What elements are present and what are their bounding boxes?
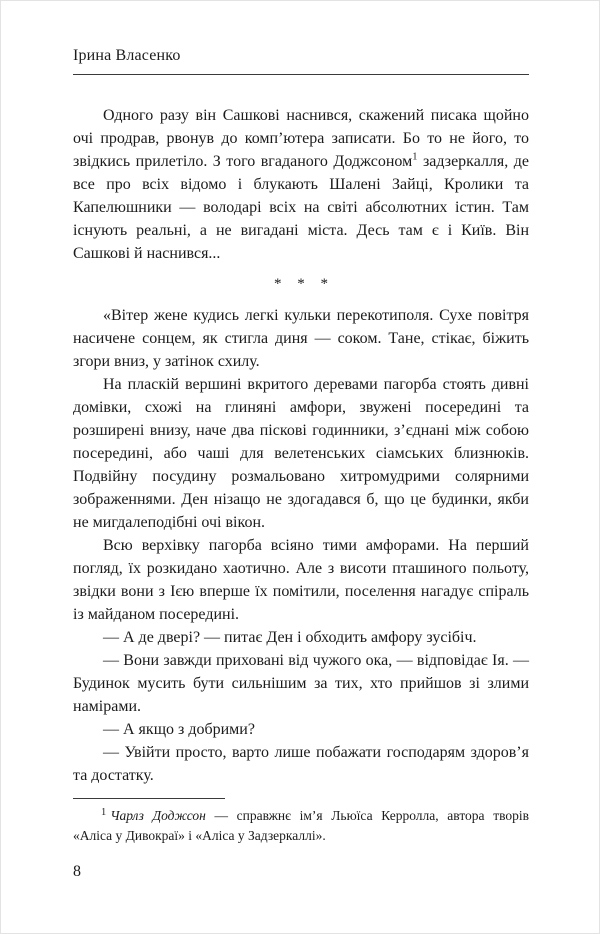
footnote <box>73 806 529 846</box>
footnote-area <box>73 798 529 846</box>
running-header <box>73 47 529 75</box>
author-name: Ірина Власенко <box>73 47 181 64</box>
opening-text-continued: задзеркалля, де все про всіх відомо і блукають Шалені Зайці, Кролики та Капелюшники — володарі всіх на світі абсолютних істин. Там існують реальні, а не вигадані міста. Десь там є і Київ. Він Сашкові й наснився... <box>73 153 529 262</box>
section-separator: * * * <box>274 276 328 292</box>
paragraph: «Вітер жене кудись легкі кульки перекотиполя. Сухе повітря насичене сонцем, як стигла диня — соком. Тане, стікає, біжить згори вниз, у затінок схилу. <box>73 307 529 370</box>
dialogue-line: — А якщо з добрими? <box>103 721 255 738</box>
footnote-reference: 1 <box>412 151 418 163</box>
paragraph: Всю верхівку пагорба всіяно тими амфорами. На перший погляд, їх розкидано хаотично. Але з висоти пташиного польоту, звідки вони з Ією вперше їх помітили, поселення нагадує спіраль із майданом посередині. <box>73 537 529 623</box>
dialogue-line: — Увійти просто, варто лише побажати господарям здоров’я та достатку. <box>73 744 529 784</box>
footnote-term: Чарлз Доджсон <box>110 808 206 823</box>
footnote-marker: 1 <box>101 806 107 818</box>
paragraph: На пласкій вершині вкритого деревами пагорба стоять дивні домівки, схожі на глиняні амфори, звужені посередині та розширені внизу, наче два піскові годинники, з’єднані між собою посередині, або чаші для велетенських сіамських близнюків. Подвійну посудину розмальовано хитромудрими солярними зображеннями. Ден нізащо не здогадався б, що це будинки, якби не мигдалеподібні очі вікон. <box>73 376 529 531</box>
footnote-rule <box>73 798 225 799</box>
footnote-text: — справжнє ім’я Льюїса Керролла, автора творів «Аліса у Дивокраї» і «Аліса у Задзеркаллі». <box>73 808 529 843</box>
body-text <box>73 104 529 846</box>
page-number: 8 <box>73 863 81 880</box>
dialogue-line: — А де двері? — питає Ден і обходить амфору зусібіч. <box>103 629 477 646</box>
opening-text: Одного разу він Сашкові наснився, скажений писака щойно очі продрав, рвонув до комп’ютера записати. Бо то не його, то звідкись прилетіло. З того вгаданого Доджсоном <box>73 107 529 170</box>
paragraph-opening <box>73 104 529 265</box>
dialogue-line: — Вони завжди приховані від чужого ока, — відповідає Ія. — Будинок мусить бути сильнішим за тих, хто прийшов зі злими намірами. <box>73 652 529 715</box>
